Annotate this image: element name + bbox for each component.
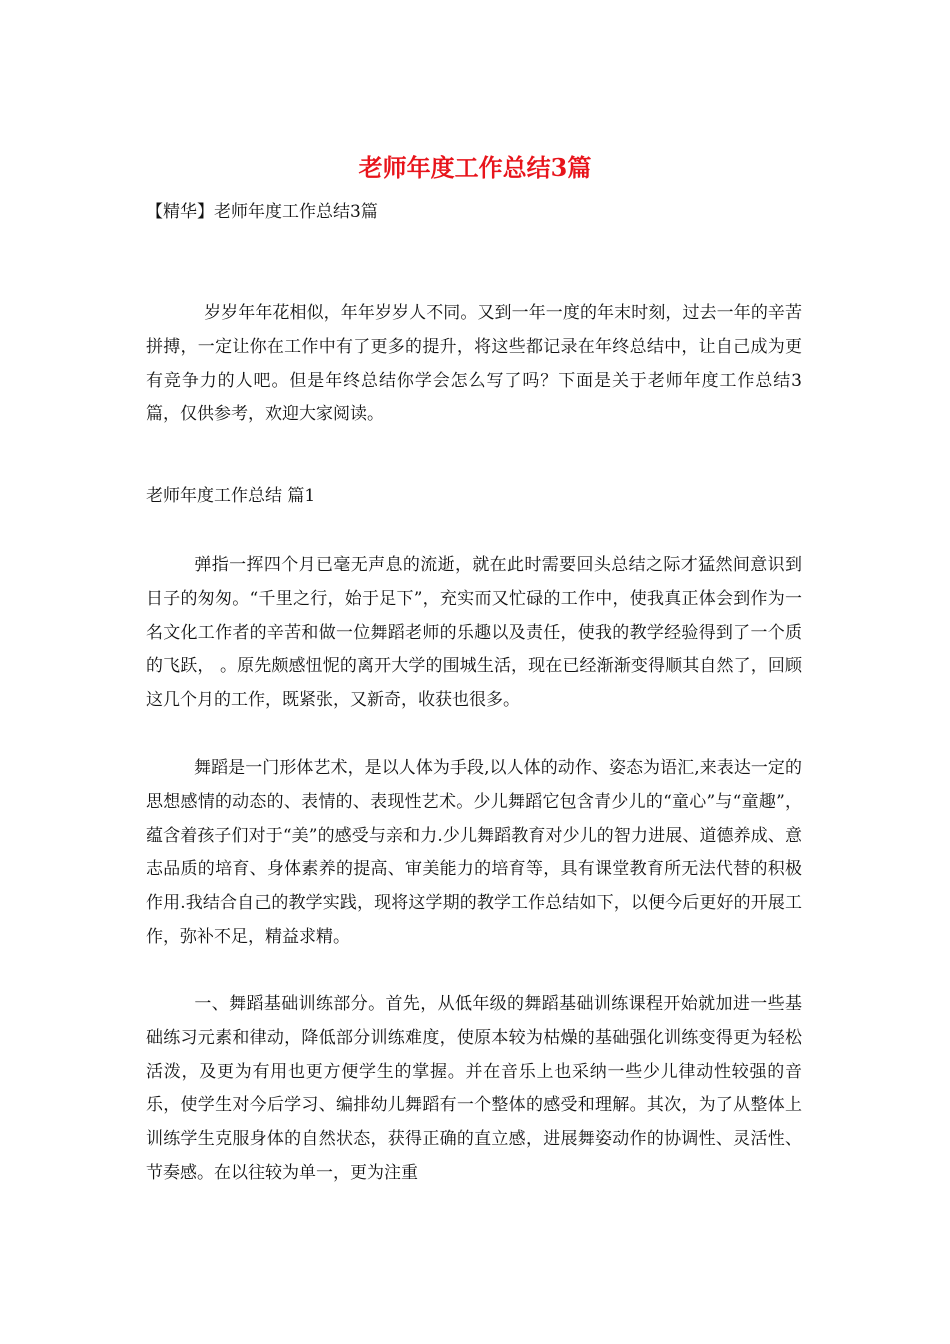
section-1-heading: 老师年度工作总结 篇1: [146, 486, 316, 506]
section-1-paragraph-1: [146, 549, 802, 718]
section-1-paragraph-2-text: 舞蹈是一门形体艺术，是以人体为手段,以人体的动作、姿态为语汇,来表达一定的思想感情的动态的、表情的、表现性艺术。少儿舞蹈它包含青少儿的“童心”与“童趣”，蕴含着孩子们对于“美”的感受与亲和力.少儿舞蹈教育对少儿的智力进展、道德养成、意志品质的培育、身体素养的提高、审美能力的培育等，具有课堂教育所无法代替的积极作用.我结合自己的教学实践，现将这学期的教学工作总结如下，以便今后更好的开展工作，弥补不足，精益求精。: [146, 758, 802, 947]
intro-text: 岁岁年年花相似，年年岁岁人不同。又到一年一度的年末时刻，过去一年的辛苦拼搏，一定让你在工作中有了更多的提升，将这些都记录在年终总结中，让自己成为更有竞争力的人吧。但是年终总结你学会怎么写了吗？下面是关于老师年度工作总结3篇，仅供参考，欢迎大家阅读。: [146, 303, 802, 425]
intro-paragraph: [146, 297, 802, 432]
document-title: 老师年度工作总结3篇: [358, 153, 592, 182]
section-1-paragraph-2: [146, 752, 802, 955]
document-subtitle: 【精华】老师年度工作总结3篇: [146, 202, 378, 222]
section-1-paragraph-1-text: 弹指一挥四个月已毫无声息的流逝，就在此时需要回头总结之际才猛然间意识到日子的匆匆。“千里之行，始于足下”，充实而又忙碌的工作中，使我真正体会到作为一名文化工作者的辛苦和做一位舞蹈老师的乐趣以及责任，使我的教学经验得到了一个质的飞跃， 。原先颇感忸怩的离开大学的围城生活，现在已经渐渐变得顺其自然了，回顾这几个月的工作，既紧张，又新奇，收获也很多。: [146, 555, 802, 711]
section-1-paragraph-3: [146, 988, 802, 1191]
section-1-paragraph-3-text: 一、舞蹈基础训练部分。首先，从低年级的舞蹈基础训练课程开始就加进一些基础练习元素和律动，降低部分训练难度，使原本较为枯燥的基础强化训练变得更为轻松活泼，及更为有用也更方便学生的掌握。并在音乐上也采纳一些少儿律动性较强的音乐，使学生对今后学习、编排幼儿舞蹈有一个整体的感受和理解。其次，为了从整体上训练学生克服身体的自然状态，获得正确的直立感，进展舞姿动作的协调性、灵活性、节奏感。在以往较为单一，更为注重: [146, 994, 802, 1183]
